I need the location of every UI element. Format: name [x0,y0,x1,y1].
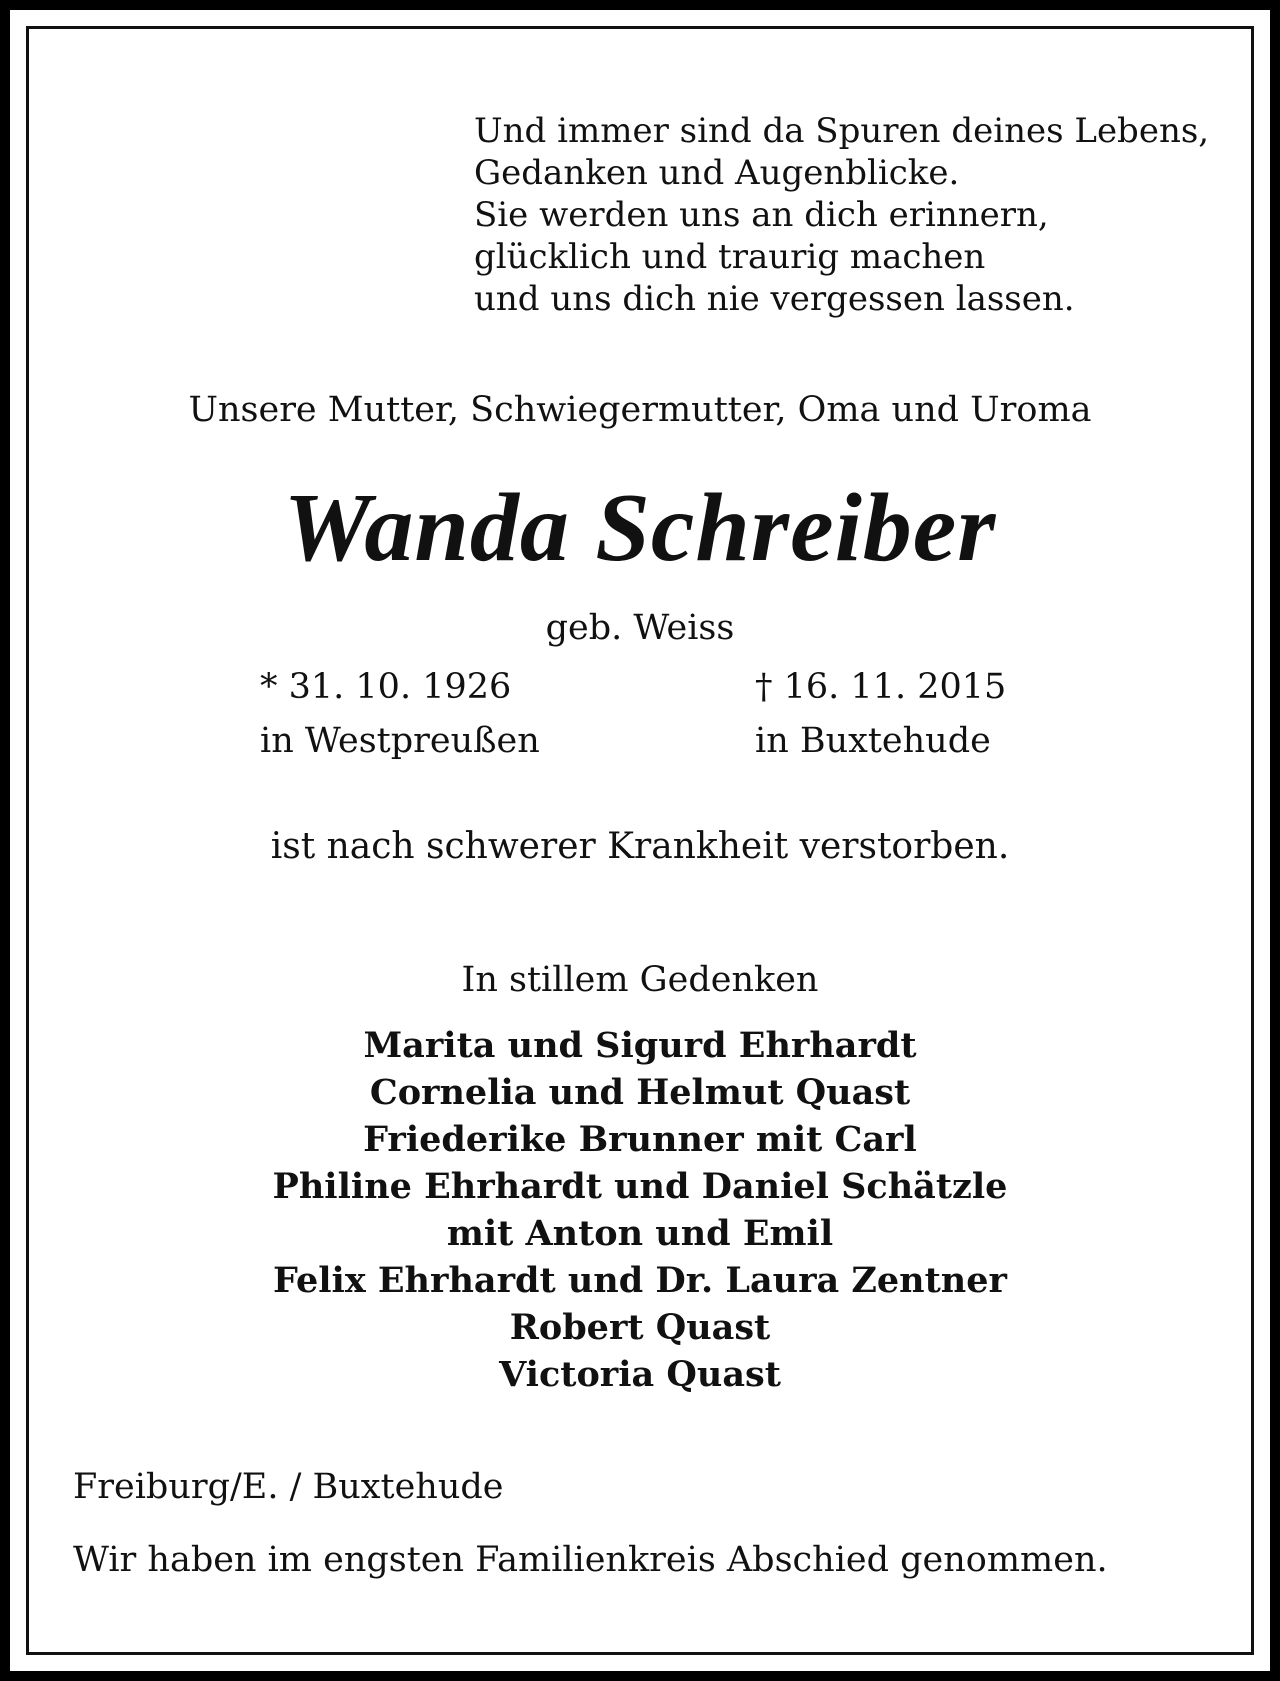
poem-line: Gedanken und Augenblicke. [474,153,960,193]
mourner-line: mit Anton und Emil [446,1213,834,1254]
obituary-notice [10,10,1270,1671]
mourner-line: Marita und Sigurd Ehrhardt [363,1025,917,1066]
mourner-line: Cornelia und Helmut Quast [369,1072,911,1113]
poem-line: glücklich und traurig machen [474,237,986,277]
farewell-line: Wir haben im engsten Familienkreis Abschied genommen. [73,1540,1108,1580]
mourner-line: Felix Ehrhardt und Dr. Laura Zentner [273,1260,1007,1301]
mourner-line: Robert Quast [509,1307,771,1348]
mourners-list [10,1022,1270,1398]
poem-line: und uns dich nie vergessen lassen. [474,279,1075,319]
intro-line: Unsere Mutter, Schwiegermutter, Oma und Uroma [188,390,1092,430]
death-note: ist nach schwerer Krankheit verstorben. [270,826,1010,867]
mourner-line: Philine Ehrhardt und Daniel Schätzle [272,1166,1008,1207]
death-place: in Buxtehude [755,721,991,761]
birth-info [260,660,540,768]
memory-line: In stillem Gedenken [461,960,819,1000]
location-line: Freiburg/E. / Buxtehude [73,1467,504,1507]
mourner-line: Victoria Quast [499,1354,781,1395]
death-date: † 16. 11. 2015 [755,667,1007,707]
death-info [755,660,1006,768]
poem-line: Sie werden uns an dich erinnern, [474,195,1049,235]
mourner-line: Friederike Brunner mit Carl [363,1119,917,1160]
birth-date: * 31. 10. 1926 [260,667,512,707]
poem-line: Und immer sind da Spuren deines Lebens, [474,111,1210,151]
birth-place: in Westpreußen [260,721,540,761]
deceased-name: Wanda Schreiber [283,474,997,582]
maiden-name: geb. Weiss [545,608,735,648]
poem [474,110,1209,320]
